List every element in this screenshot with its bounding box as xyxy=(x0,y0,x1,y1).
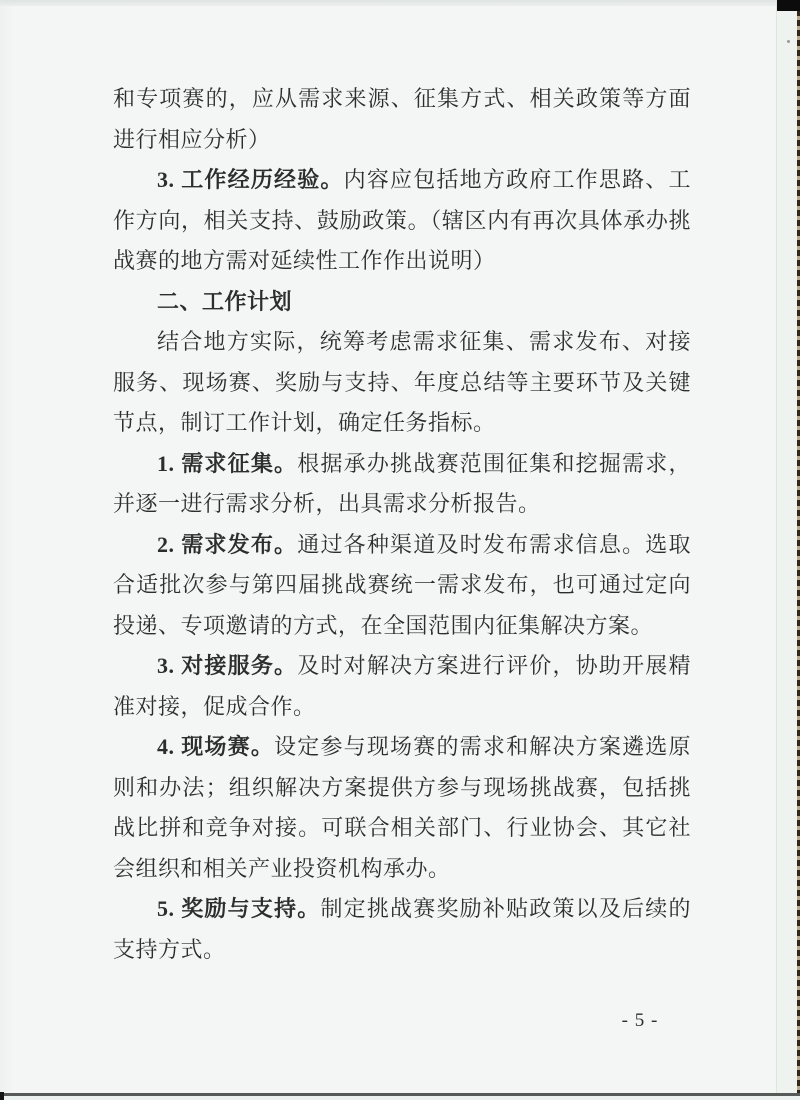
paragraph-text: 内容应包括地方政府工作思路、工作方向，相关支持、鼓励政策。（辖区内有再次具体承办挑战赛的地方需对延续性工作作出说明） xyxy=(113,167,691,273)
paragraph-continuation xyxy=(113,79,691,160)
paragraph-lead: 1. 需求征集。 xyxy=(157,450,298,476)
paragraph-matchmaking-service xyxy=(113,646,691,727)
paragraph-text: 通过各种渠道及时发布需求信息。选取合适批次参与第四届挑战赛统一需求发布，也可通过定向投递、专项邀请的方式，在全国范围内征集解决方案。 xyxy=(113,531,691,638)
scan-edge-bottom-band xyxy=(0,1096,800,1100)
paragraph-text: 设定参与现场赛的需求和解决方案遴选原则和办法；组织解决方案提供方参与现场挑战赛，包括挑战比拼和竞争对接。可联合相关部门、行业协会、其它社会组织和相关产业投资机构承办。 xyxy=(113,734,691,881)
paragraph-lead: 4. 现场赛。 xyxy=(157,734,275,759)
paragraph-lead: 3. 对接服务。 xyxy=(157,653,298,678)
paragraph-lead: 5. 奖励与支持。 xyxy=(157,896,321,921)
paragraph-demand-collection xyxy=(113,444,691,525)
paragraph-text: 和专项赛的，应从需求来源、征集方式、相关政策等方面进行相应分析） xyxy=(113,86,691,152)
scan-dust-speck xyxy=(787,40,790,43)
paragraph-text: 根据承办挑战赛范围征集和挖掘需求，并逐一进行需求分析，出具需求分析报告。 xyxy=(113,450,691,516)
paragraph-work-experience xyxy=(113,160,691,282)
paragraph-onsite-competition xyxy=(113,727,691,889)
page-number: - 5 - xyxy=(621,1010,659,1031)
section-heading-label: 二、工作计划 xyxy=(157,288,293,314)
paragraph-rewards-support xyxy=(113,889,691,970)
paragraph-text: 结合地方实际，统筹考虑需求征集、需求发布、对接服务、现场赛、奖励与支持、年度总结等主要环节及关键节点，制订工作计划，确定任务指标。 xyxy=(113,329,691,435)
paragraph-demand-release xyxy=(113,525,691,647)
paragraph-text: 及时对解决方案进行评价，协助开展精准对接，促成合作。 xyxy=(113,653,691,719)
paragraph-lead: 3. 工作经历经验。 xyxy=(157,167,344,192)
scan-corner-mark-top-right xyxy=(777,0,800,11)
document-body xyxy=(113,79,691,970)
paragraph-plan-intro xyxy=(113,322,691,444)
paragraph-text: 制定挑战赛奖励补贴政策以及后续的支持方式。 xyxy=(113,896,691,962)
scan-corner-mark-bottom-left xyxy=(0,1092,4,1100)
section-heading-work-plan xyxy=(113,282,691,323)
scan-right-margin-strip xyxy=(776,0,798,1100)
scan-edge-top xyxy=(0,0,800,6)
paragraph-lead: 2. 需求发布。 xyxy=(157,531,298,557)
